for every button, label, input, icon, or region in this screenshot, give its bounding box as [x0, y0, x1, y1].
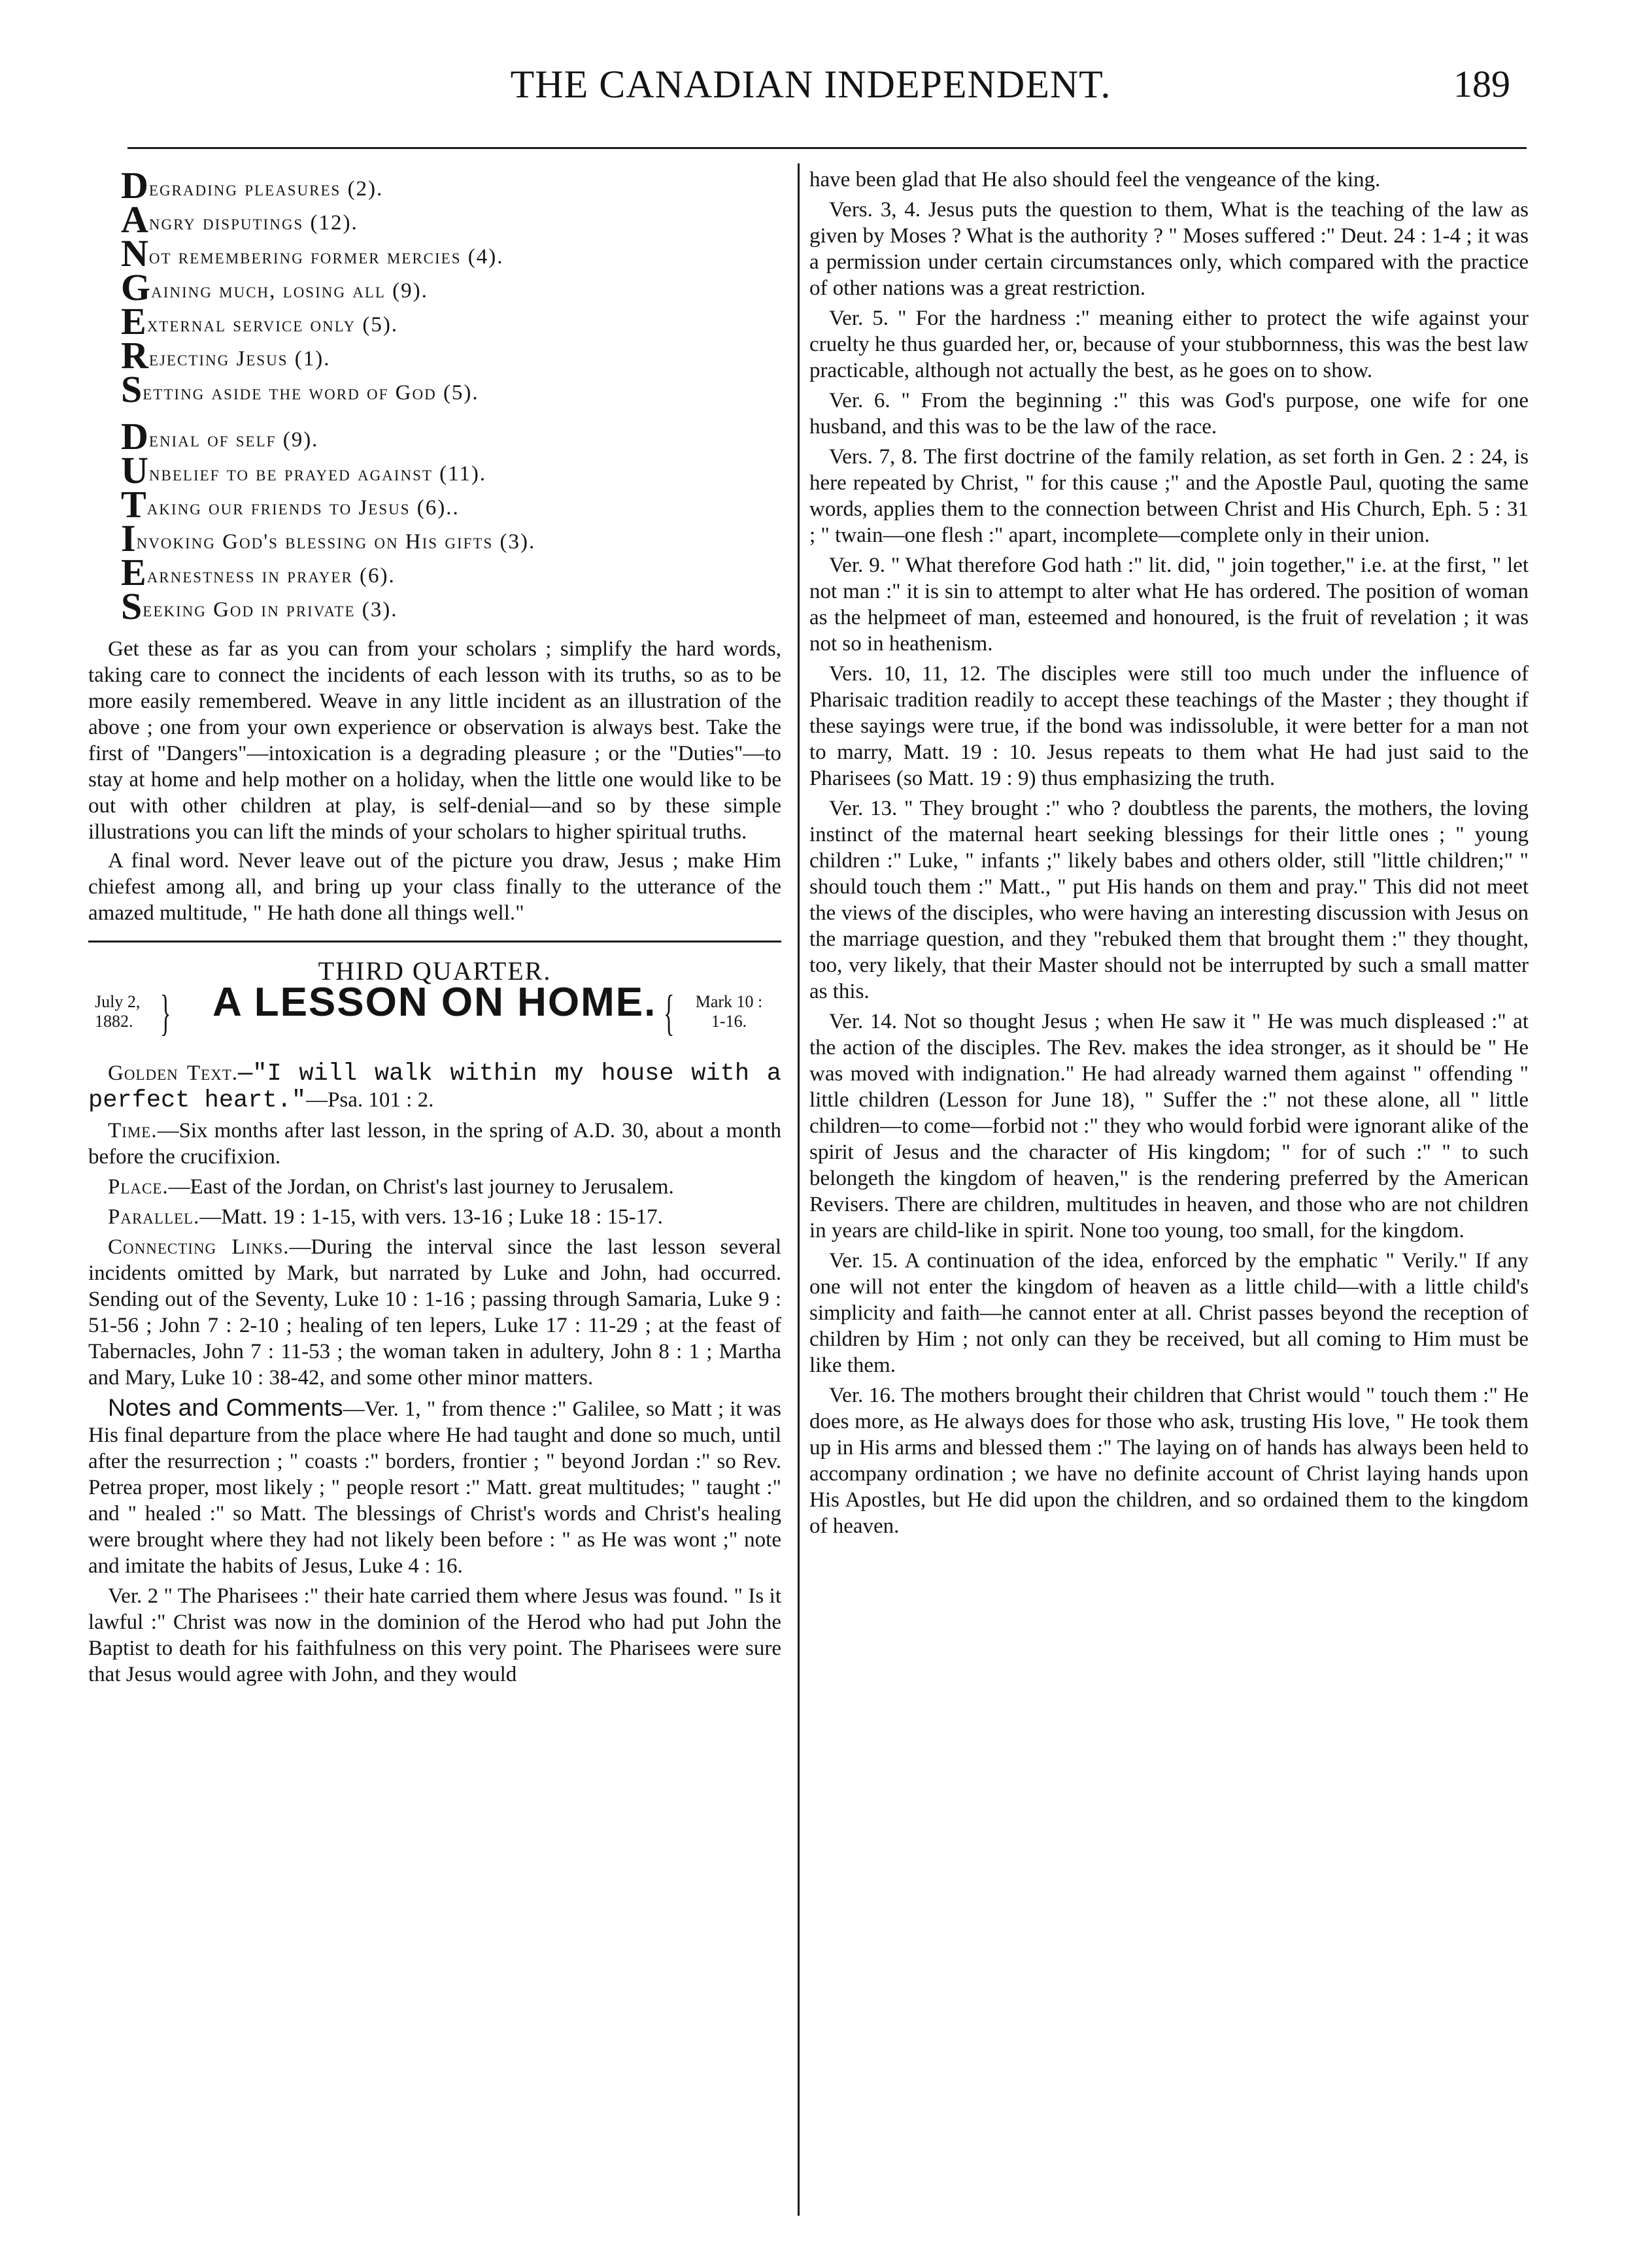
paragraph: A final word. Never leave out of the picture you draw, Jesus ; make Him chiefest among all, and bring up your class finally to the utterance of the amazed multitude, " He hath done all things well." — [88, 849, 781, 925]
golden-text: Golden Text.—"I will walk within my house with a perfect heart."—Psa. 101 : 2. — [88, 1060, 781, 1114]
quarter-heading: THIRD QUARTER. — [318, 956, 552, 986]
acrostic-line: Earnestness in prayer (6). — [121, 551, 396, 593]
acrostic-line: Invoking God's blessing on His gifts (3). — [121, 517, 536, 559]
acrostic-line: Unbelief to be prayed against (11). — [121, 449, 487, 492]
acrostic-line: Rejecting Jesus (1). — [121, 334, 331, 376]
acrostic-line: Gaining much, losing all (9). — [121, 266, 428, 309]
paragraph: Ver. 5. " For the hardness :" meaning either to protect the wife against your cruelty he thus guarded her, or, because of your stubbornness, this was the best law practicable, although not actually the best, as he goes on to show. — [809, 307, 1529, 382]
acrostic-line: Taking our friends to Jesus (6).. — [121, 483, 460, 525]
paragraph: Vers. 7, 8. The first doctrine of the family relation, as set forth in Gen. 2 : 24, is here repeated by Christ, " for this cause ;" and the Apostle Paul, quoting the same words, applies them to the connection between Christ and His Church, Eph. 5 : 31 ; " twain—one flesh :" apart, incomplete—complete only in their union. — [809, 445, 1529, 547]
acrostic-line: Setting aside the word of God (5). — [121, 368, 479, 410]
paragraph: Ver. 6. " From the beginning :" this was God's purpose, one wife for one husband, and this was to be the law of the race. — [809, 389, 1529, 439]
lesson-date: July 2, 1882. — [95, 992, 141, 1031]
parallel-note: Parallel.—Matt. 19 : 1-15, with vers. 13-16 ; Luke 18 : 15-17. — [108, 1205, 663, 1229]
paragraph: Ver. 14. Not so thought Jesus ; when He saw it " He was much displeased :" at the action of the disciples. The Rev. makes the idea stronger, as it should be " He was moved with indignation." He had already warned them against " offending " little children (Lesson for June 18), " Suffer the :" not these alone, all " little children—to come—forbid not :" they who would forbid were ignorant alike of the spirit of Jesus and the character of His kingdom; " for of such :" " to such belongeth the kingdom of heaven," is the rendering preferred by the American Revisers. There are children, multitudes in heaven, and those who are not children in years are child-like in spirit. None too young, too small, for the kingdom. — [809, 1010, 1529, 1242]
left-column — [88, 164, 781, 1692]
paragraph: Ver. 2 " The Pharisees :" their hate carried them where Jesus was found. " Is it lawful :" Christ was now in the dominion of the Herod who had put John the Baptist to death for his faithfulness on this very point. The Pharisees were sure that Jesus would agree with John, and they would — [88, 1584, 781, 1686]
dangers-acrostic — [121, 164, 781, 627]
header-rule — [127, 147, 1527, 149]
acrostic-line: Seeking God in private (3). — [121, 585, 398, 627]
acrostic-line: Not remembering former mercies (4). — [121, 232, 504, 275]
paragraph: Get these as far as you can from your scholars ; simplify the hard words, taking care to connect the incidents of each lesson with its truths, so as to be more easily remembered. Weave in any little incident as an illustration of the above ; one from your own experience or observation is always best. Take the first of "Dangers"—intoxication is a degrading pleasure ; or the "Duties"—to stay at home and help mother on a holiday, when the little one would like to be out with other children at play, is self-denial—and so by these simple illustrations you can lift the minds of your scholars to higher spiritual truths. — [88, 637, 781, 844]
lesson-heading — [88, 980, 781, 1051]
page-number: 189 — [1453, 63, 1510, 105]
time-note: Time.—Six months after last lesson, in the spring of A.D. 30, about a month before the crucifixion. — [88, 1119, 781, 1169]
brace-icon: { — [664, 986, 675, 1041]
connecting-links: Connecting Links.—During the interval since the last lesson several incidents omitted by Mark, but narrated by Luke and John, had occurred. Sending out of the Seventy, Luke 10 : 1-16 ; passing through Samaria, Luke 9 : 51-56 ; John 7 : 2-10 ; healing of ten lepers, Luke 17 : 11-29 ; at the feast of Tabernacles, John 7 : 11-53 ; the woman taken in adultery, John 8 : 1 ; Martha and Mary, Luke 10 : 38-42, and some other minor matters. — [88, 1235, 781, 1390]
acrostic-line: Degrading pleasures (2). — [121, 164, 384, 207]
paragraph: Ver. 15. A continuation of the idea, enforced by the emphatic " Verily." If any one will not enter the kingdom of heaven as a little child—with a little child's simplicity and faith—he cannot enter at all. Christ passes beyond the reception of children by Him ; not only can they be received, but all coming to Him must be like them. — [809, 1249, 1529, 1377]
journal-title: THE CANADIAN INDEPENDENT. — [510, 63, 1111, 106]
paragraph: Vers. 3, 4. Jesus puts the question to them, What is the teaching of the law as given by Moses ? What is the authority ? " Moses suffered :" Deut. 24 : 1-4 ; it was a permission under certain circumstances only, which compared with the practice of other nations was a great restriction. — [809, 198, 1529, 300]
paragraph: Ver. 16. The mothers brought their children that Christ would " touch them :" He does more, as He always does for those who ask, trusting His love, " He took them up in His arms and blessed them :" The laying on of hands has always been held to accompany ordination ; we have no definite account of Christ laying hands upon His Apostles, but He did upon the children, and so ordained them to the kingdom of heaven. — [809, 1384, 1529, 1538]
place-note: Place.—East of the Jordan, on Christ's last journey to Jerusalem. — [108, 1175, 674, 1199]
paragraph: Vers. 10, 11, 12. The disciples were still too much under the influence of Pharisaic tradition readily to accept these teachings of the Master ; they thought if these sayings were true, if the bond was indissoluble, it were better for a man not to marry, Matt. 19 : 10. Jesus repeats to them what He had just said to the Pharisees (so Matt. 19 : 9) thus emphasizing the truth. — [809, 662, 1529, 790]
paragraph: have been glad that He also should feel the vengeance of the king. — [809, 168, 1381, 192]
lesson-title: A LESSON ON HOME. — [212, 980, 657, 1025]
column-divider — [798, 163, 800, 2216]
brace-icon: } — [160, 986, 171, 1041]
running-head — [0, 62, 1626, 114]
acrostic-line: Angry disputings (12). — [121, 198, 358, 241]
lesson-scripture-ref: Mark 10 : 1-16. — [695, 992, 763, 1031]
notes-and-comments: Notes and Comments—Ver. 1, " from thence :" Galilee, so Matt ; it was His final departure from the place where He had taught and done so much, until after the resurrection ; " coasts :" borders, frontier ; " beyond Jordan :" so Rev. Petrea proper, most likely ; " people resort :" Matt. great multitudes; " taught :" and " healed :" so Matt. The blessings of Christ's words and Christ's healing were brought where they had not likely been before : " as He was wont ;" note and imitate the habits of Jesus, Luke 4 : 16. — [88, 1394, 781, 1578]
paragraph: Ver. 13. " They brought :" who ? doubtless the parents, the mothers, the loving instinct of the maternal heart seeking blessings for their little ones ; " young children :" Luke, " infants ;" likely babes and others older, still "little children;" " should touch them :" Matt., " put His hands on them and pray." This did not meet the views of the disciples, who were having an interesting discussion with Jesus on the marriage question, and they "rebuked them that brought them :" they thought, too, very likely, that their Master should not be interrupted by such a small matter as this. — [809, 797, 1529, 1003]
paragraph: Ver. 9. " What therefore God hath :" lit. did, " join together," i.e. at the first, " let not man :" it is sin to attempt to alter what He has ordered. The position of woman as the helpmeet of man, esteemed and honoured, is the fruit of revelation ; it was not so in heathenism. — [809, 554, 1529, 656]
section-rule — [88, 941, 781, 942]
right-column — [809, 167, 1529, 1543]
acrostic-line: Denial of self (9). — [121, 415, 319, 458]
acrostic-line: External service only (5). — [121, 300, 399, 342]
